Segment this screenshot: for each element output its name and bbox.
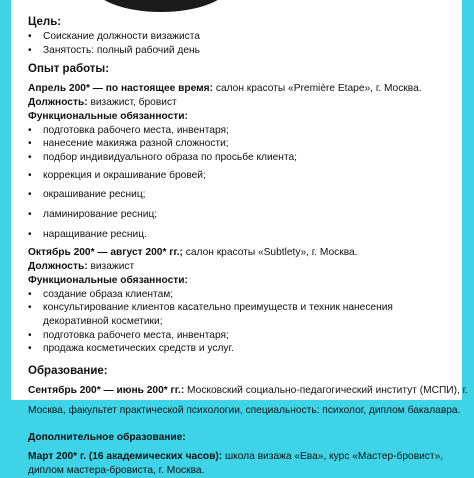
job2-position bbox=[28, 260, 453, 274]
resume-sheet bbox=[11, 0, 468, 476]
job2-duties bbox=[28, 288, 453, 357]
job1-header bbox=[28, 82, 453, 96]
job2-period: Октябрь 200* — август 200* гг.; bbox=[28, 247, 183, 259]
duties-label: Функциональные обязанности: bbox=[28, 110, 188, 122]
list-item: • Занятость: полный рабочий день bbox=[28, 44, 453, 58]
list-item: • нанесение макияжа разной сложности; bbox=[28, 137, 453, 151]
list-item: • подготовка рабочего места, инвентаря; bbox=[28, 124, 453, 138]
list-item: • создание образа клиентам; bbox=[28, 288, 453, 302]
education-line-2: Москва, факультет практической психологии, специальность: психолог, диплом бакалавра. bbox=[28, 404, 461, 416]
list-item: • наращивание ресниц. bbox=[28, 228, 453, 242]
goal-heading: Цель: bbox=[28, 16, 62, 28]
extra-education-line-1 bbox=[28, 450, 453, 464]
education-place: Московский социально-педагогический институт (МСПИ), г. bbox=[184, 385, 468, 397]
position-label: Должность: bbox=[28, 97, 88, 109]
extra-education-period: Март 200* г. (16 академических часов): bbox=[28, 451, 223, 463]
position-label: Должность: bbox=[28, 261, 88, 273]
extra-education-place: школа визажа «Ева», курс «Мастер-бровист», bbox=[222, 451, 444, 463]
list-item: • коррекция и окрашивание бровей; bbox=[28, 169, 453, 183]
list-item: • ламинирование ресниц; bbox=[28, 208, 453, 222]
job2-header bbox=[28, 246, 453, 260]
experience-heading: Опыт работы: bbox=[28, 63, 110, 76]
duties-label: Функциональные обязанности: bbox=[28, 274, 188, 286]
education-line-1 bbox=[28, 384, 468, 398]
job1-duties bbox=[28, 124, 453, 242]
education-heading: Образование: bbox=[28, 365, 108, 378]
extra-education-heading: Дополнительное образование: bbox=[28, 432, 186, 444]
extra-education-line-2: диплом мастера-бровиста, г. Москва. bbox=[28, 464, 205, 476]
position-value: визажист bbox=[87, 261, 135, 273]
list-item: • Соискание должности визажиста bbox=[28, 30, 453, 44]
position-value: визажист, бровист bbox=[87, 97, 177, 109]
job1-place: салон красоты «Première Etape», г. Москва. bbox=[213, 83, 422, 95]
list-item: • подбор индивидуального образа по просьбе клиента; bbox=[28, 151, 453, 165]
education-period: Сентябрь 200* — июнь 200* гг.: bbox=[28, 385, 185, 397]
goal-list bbox=[28, 30, 453, 57]
list-item: • консультирование клиентов касательно преимуществ и техник нанесения декоративной косметики; bbox=[28, 301, 453, 328]
job1-position bbox=[28, 96, 453, 110]
photo-placeholder bbox=[91, 0, 231, 12]
list-item: • продажа косметических средств и услуг. bbox=[28, 342, 453, 356]
job2-place: салон красоты «Subtlety», г. Москва. bbox=[182, 247, 358, 259]
list-item: • окрашивание ресниц; bbox=[28, 188, 453, 202]
resume-content bbox=[28, 15, 468, 478]
job1-period: Апрель 200* — по настоящее время: bbox=[28, 83, 214, 95]
list-item: • подготовка рабочего места, инвентаря; bbox=[28, 329, 453, 343]
